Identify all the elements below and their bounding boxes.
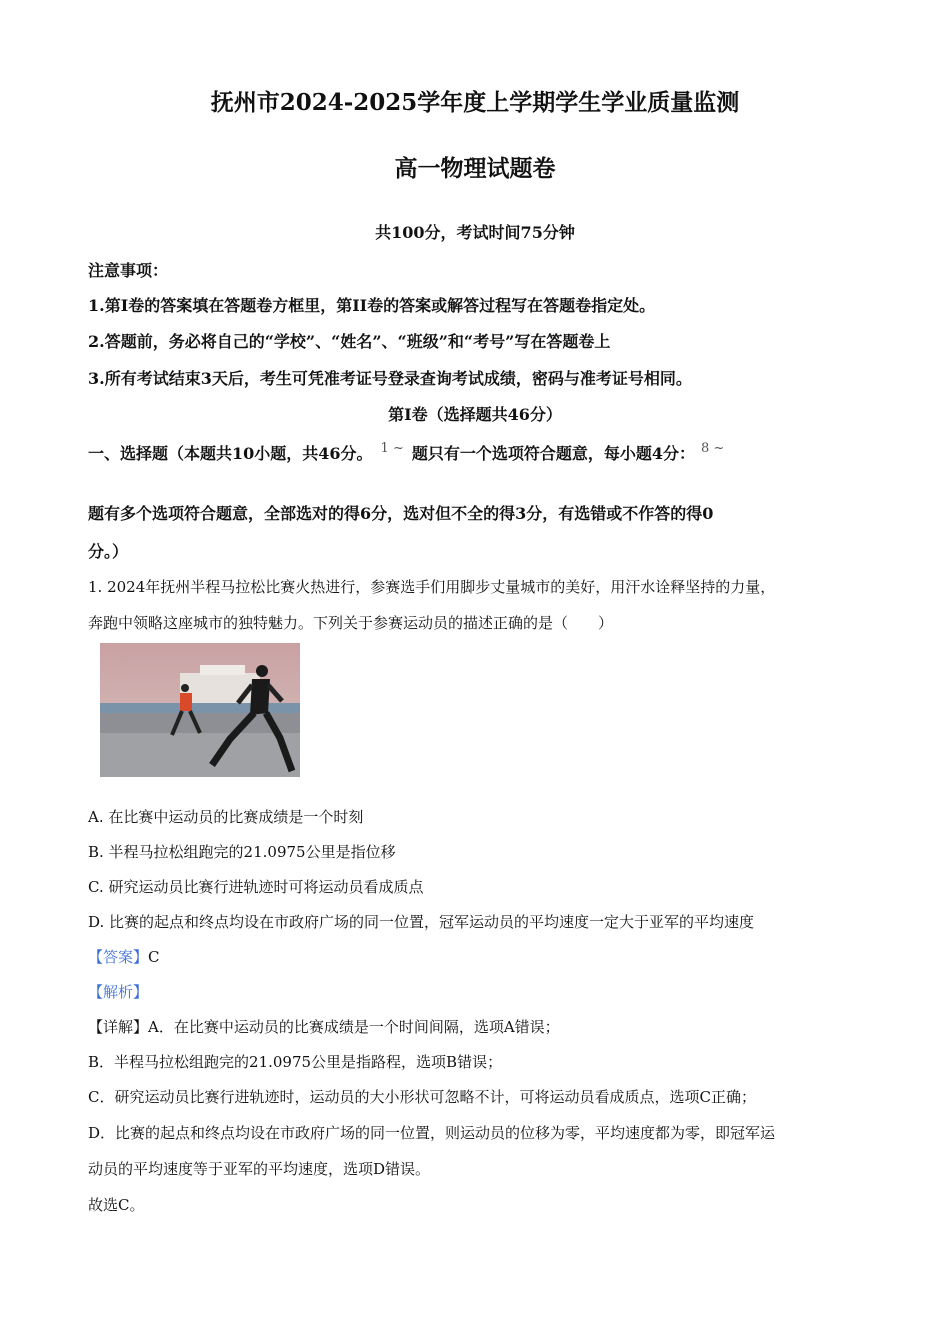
analysis-label: 【解析】 <box>88 983 149 1001</box>
instruction-part: 一、选择题（本题共10小题，共46分。 <box>88 444 373 463</box>
section-title: 第I卷（选择题共46分） <box>388 405 562 424</box>
page-title: 抚州市2024-2025学年度上学期学生学业质量监测 <box>210 89 740 116</box>
analysis-line: C．研究运动员比赛行进轨迹时，运动员的大小形状可忽略不计，可将运动员看成质点，选项C正确； <box>88 1088 756 1106</box>
answer-value: C <box>148 948 160 966</box>
score-time: 共100分，考试时间75分钟 <box>375 223 575 242</box>
instruction-part: 题只有一个选项符合题意，每小题4分： <box>411 444 695 463</box>
question-stem: 1. 2024年抚州半程马拉松比赛火热进行，参赛选手们用脚步丈量城市的美好，用汗水诠释坚持的力量， <box>88 578 776 596</box>
analysis-line: 动员的平均速度等于亚军的平均速度，选项D错误。 <box>88 1160 431 1178</box>
question-range-mark: 1 ~ <box>380 441 404 456</box>
analysis-line: 故选C。 <box>88 1196 145 1214</box>
page-subtitle: 高一物理试题卷 <box>394 155 556 182</box>
notes-item: 1.第I卷的答案填在答题卷方框里，第II卷的答案或解答过程写在答题卷指定处。 <box>88 296 656 315</box>
answer-label: 【答案】 <box>88 948 149 966</box>
analysis-line: D．比赛的起点和终点均设在市政府广场的同一位置，则运动员的位移为零，平均速度都为零，即冠军运 <box>88 1124 776 1142</box>
question-stem: 奔跑中领略这座城市的独特魅力。下列关于参赛运动员的描述正确的是（ ） <box>88 614 614 632</box>
notes-item: 2.答题前，务必将自己的“学校”、“姓名”、“班级”和“考号”写在答题卷上 <box>88 332 611 351</box>
section-instruction-line: 分。） <box>88 542 129 561</box>
answer-line <box>88 946 160 967</box>
option-d: D. 比赛的起点和终点均设在市政府广场的同一位置，冠军运动员的平均速度一定大于亚军的平均速度 <box>88 913 755 931</box>
analysis-line: B．半程马拉松组跑完的21.0975公里是指路程，选项B错误； <box>88 1053 503 1071</box>
notes-heading: 注意事项： <box>88 261 169 280</box>
analysis-line: 【详解】A．在比赛中运动员的比赛成绩是一个时间间隔，选项A错误； <box>88 1018 560 1036</box>
option-a: A. 在比赛中运动员的比赛成绩是一个时刻 <box>88 808 364 826</box>
notes-item: 3.所有考试结束3天后，考生可凭准考证号登录查询考试成绩，密码与准考证号相同。 <box>88 369 692 388</box>
option-b: B. 半程马拉松组跑完的21.0975公里是指位移 <box>88 843 396 861</box>
section-instruction <box>88 441 724 464</box>
option-c: C. 研究运动员比赛行进轨迹时可将运动员看成质点 <box>88 878 424 896</box>
section-instruction-line: 题有多个选项符合题意，全部选对的得6分，选对但不全的得3分，有选错或不作答的得0 <box>88 504 714 523</box>
question-range-mark: 8 ~ <box>700 441 725 456</box>
marathon-photo <box>100 643 300 777</box>
